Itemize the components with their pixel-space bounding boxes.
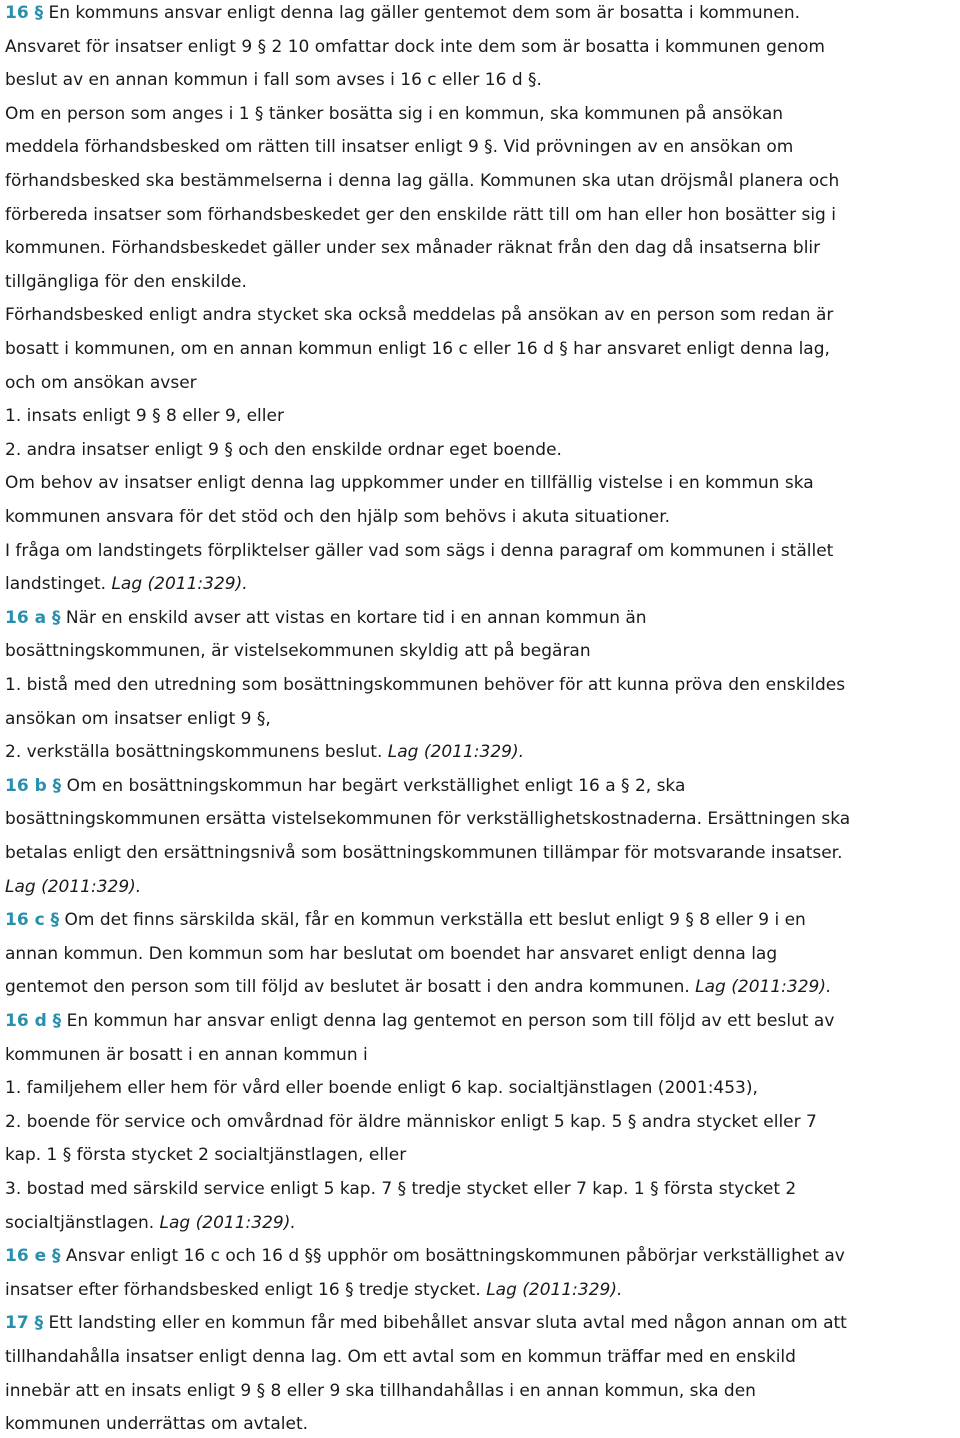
line-text: 2. andra insatser enligt 9 § och den enskilde ordnar eget boende.: [5, 439, 562, 460]
line-text: En kommun har ansvar enligt denna lag gentemot en person som till följd av ett beslut av: [61, 1011, 835, 1031]
text-line: [5, 1110, 956, 1134]
law-reference: Lag (2011:329).: [5, 876, 142, 897]
line-text: kommunen underrättas om avtalet.: [5, 1414, 309, 1435]
text-line: [5, 169, 956, 193]
line-text: gentemot den person som till följd av beslutet är bosatt i den andra kommunen.: [5, 977, 696, 998]
paragraph-number: 16 c §: [5, 910, 60, 931]
text-line: [5, 68, 956, 92]
text-line: [5, 774, 956, 798]
line-text: förbereda insatser som förhandsbeskedet ger den enskilde rätt till om han eller hon bosätter sig i: [5, 204, 836, 225]
text-line: [5, 1379, 956, 1403]
line-text: socialtjänstlagen.: [5, 1212, 160, 1233]
paragraph-number: 16 §: [5, 3, 44, 23]
text-line: [5, 371, 956, 395]
text-line: [5, 1, 956, 25]
line-text: landstinget.: [5, 574, 112, 595]
line-text: bosatt i kommunen, om en annan kommun enligt 16 c eller 16 d § har ansvaret enligt denna lag,: [5, 339, 830, 359]
line-text: bosättningskommunen ersätta vistelsekommunen för verkställighetskostnaderna. Ersättningen ska: [5, 809, 851, 830]
text-line: [5, 1177, 956, 1201]
line-text: betalas enligt den ersättningsnivå som bosättningskommunen tillämpar för motsvarande insatser.: [5, 843, 843, 863]
line-text: 1. insats enligt 9 § 8 eller 9, eller: [5, 406, 284, 427]
paragraph-number: 16 d §: [5, 1011, 62, 1031]
line-text: innebär att en insats enligt 9 § 8 eller 9 ska tillhandahållas i en annan kommun, ska den: [5, 1380, 756, 1401]
text-line: [5, 303, 956, 327]
line-text: ansökan om insatser enligt 9 §,: [5, 708, 271, 729]
law-reference: Lag (2011:329).: [159, 1212, 296, 1233]
line-text: En kommuns ansvar enligt denna lag gäller gentemot dem som är bosatta i kommunen.: [43, 3, 801, 23]
line-text: 1. bistå med den utredning som bosättningskommunen behöver för att kunna pröva den enskildes: [5, 675, 846, 695]
text-line: [5, 1278, 956, 1302]
line-text: kommunen. Förhandsbeskedet gäller under sex månader räknat från den dag då insatserna blir: [5, 238, 821, 259]
line-text: annan kommun. Den kommun som har beslutat om boendet har ansvaret enligt denna lag: [5, 943, 778, 964]
law-reference: Lag (2011:329).: [486, 1279, 623, 1300]
line-text: bosättningskommunen, är vistelsekommunen skyldig att på begäran: [5, 641, 591, 662]
text-line: [5, 438, 956, 462]
text-line: [5, 505, 956, 529]
text-line: [5, 1345, 956, 1369]
line-text: Ansvaret för insatser enligt 9 § 2 10 omfattar dock inte dem som är bosatta i kommunen genom: [5, 36, 825, 57]
text-line: [5, 102, 956, 126]
text-line: [5, 539, 956, 563]
text-line: [5, 1009, 956, 1033]
line-text: kap. 1 § första stycket 2 socialtjänstlagen, eller: [5, 1145, 407, 1166]
line-text: och om ansökan avser: [5, 372, 197, 393]
line-text: 2. boende för service och omvårdnad för äldre människor enligt 5 kap. 5 § andra stycket eller 7: [5, 1111, 817, 1132]
line-text: När en enskild avser att vistas en kortare tid i en annan kommun än: [60, 607, 647, 628]
line-text: beslut av en annan kommun i fall som avses i 16 c eller 16 d §.: [5, 70, 542, 91]
text-line: [5, 270, 956, 294]
line-text: 1. familjehem eller hem för vård eller boende enligt 6 kap. socialtjänstlagen (2001:453),: [5, 1078, 758, 1099]
line-text: I fråga om landstingets förpliktelser gäller vad som sägs i denna paragraf om kommunen i stället: [5, 540, 834, 561]
text-line: [5, 740, 956, 764]
line-text: Förhandsbesked enligt andra stycket ska också meddelas på ansökan av en person som redan är: [5, 305, 834, 326]
line-text: Ett landsting eller en kommun får med bibehållet ansvar sluta avtal med någon annan om att: [43, 1313, 847, 1334]
text-line: [5, 673, 956, 697]
line-text: kommunen är bosatt i en annan kommun i: [5, 1044, 368, 1065]
law-reference: Lag (2011:329).: [387, 742, 524, 763]
text-line: [5, 35, 956, 59]
line-text: 3. bostad med särskild service enligt 5 kap. 7 § tredje stycket eller 7 kap. 1 § första stycket 2: [5, 1179, 797, 1199]
text-line: [5, 908, 956, 932]
text-line: [5, 1311, 956, 1335]
text-line: [5, 135, 956, 159]
text-line: [5, 236, 956, 260]
text-line: [5, 841, 956, 865]
text-line: [5, 337, 956, 361]
line-text: Om en bosättningskommun har begärt verkställighet enligt 16 a § 2, ska: [61, 775, 686, 796]
text-line: [5, 975, 956, 999]
line-text: Om behov av insatser enligt denna lag uppkommer under en tillfällig vistelse i en kommun ska: [5, 473, 814, 494]
text-line: [5, 404, 956, 428]
text-line: [5, 707, 956, 731]
text-line: [5, 1244, 956, 1268]
text-line: [5, 942, 956, 966]
paragraph-number: 16 a §: [5, 607, 61, 628]
line-text: tillhandahålla insatser enligt denna lag. Om ett avtal som en kommun träffar med en enskild: [5, 1347, 796, 1367]
text-line: [5, 1211, 956, 1235]
line-text: meddela förhandsbesked om rätten till insatser enligt 9 §. Vid prövningen av en ansökan om: [5, 137, 794, 158]
text-line: [5, 606, 956, 630]
line-text: insatser efter förhandsbesked enligt 16 § tredje stycket.: [5, 1279, 487, 1300]
line-text: Ansvar enligt 16 c och 16 d §§ upphör om bosättningskommunen påbörjar verkställighet av: [60, 1246, 845, 1267]
paragraph-number: 16 b §: [5, 775, 62, 796]
line-text: förhandsbesked ska bestämmelserna i denna lag gälla. Kommunen ska utan dröjsmål planera och: [5, 171, 840, 191]
line-text: Om en person som anges i 1 § tänker bosätta sig i en kommun, ska kommunen på ansökan: [5, 103, 784, 124]
law-reference: Lag (2011:329).: [111, 574, 248, 595]
text-line: [5, 1076, 956, 1100]
line-text: kommunen ansvara för det stöd och den hjälp som behövs i akuta situationer.: [5, 507, 671, 527]
line-text: Om det finns särskilda skäl, får en kommun verkställa ett beslut enligt 9 § 8 eller 9 i en: [59, 910, 806, 931]
text-line: [5, 572, 956, 596]
text-line: [5, 1412, 956, 1436]
text-line: [5, 203, 956, 227]
line-text: 2. verkställa bosättningskommunens beslut.: [5, 742, 388, 763]
text-line: [5, 471, 956, 495]
law-reference: Lag (2011:329).: [695, 977, 832, 998]
text-line: [5, 807, 956, 831]
text-line: [5, 639, 956, 663]
paragraph-number: 17 §: [5, 1313, 44, 1334]
text-line: [5, 1143, 956, 1167]
text-line: [5, 1043, 956, 1067]
paragraph-number: 16 e §: [5, 1246, 61, 1267]
text-line: [5, 875, 956, 899]
line-text: tillgängliga för den enskilde.: [5, 271, 247, 292]
